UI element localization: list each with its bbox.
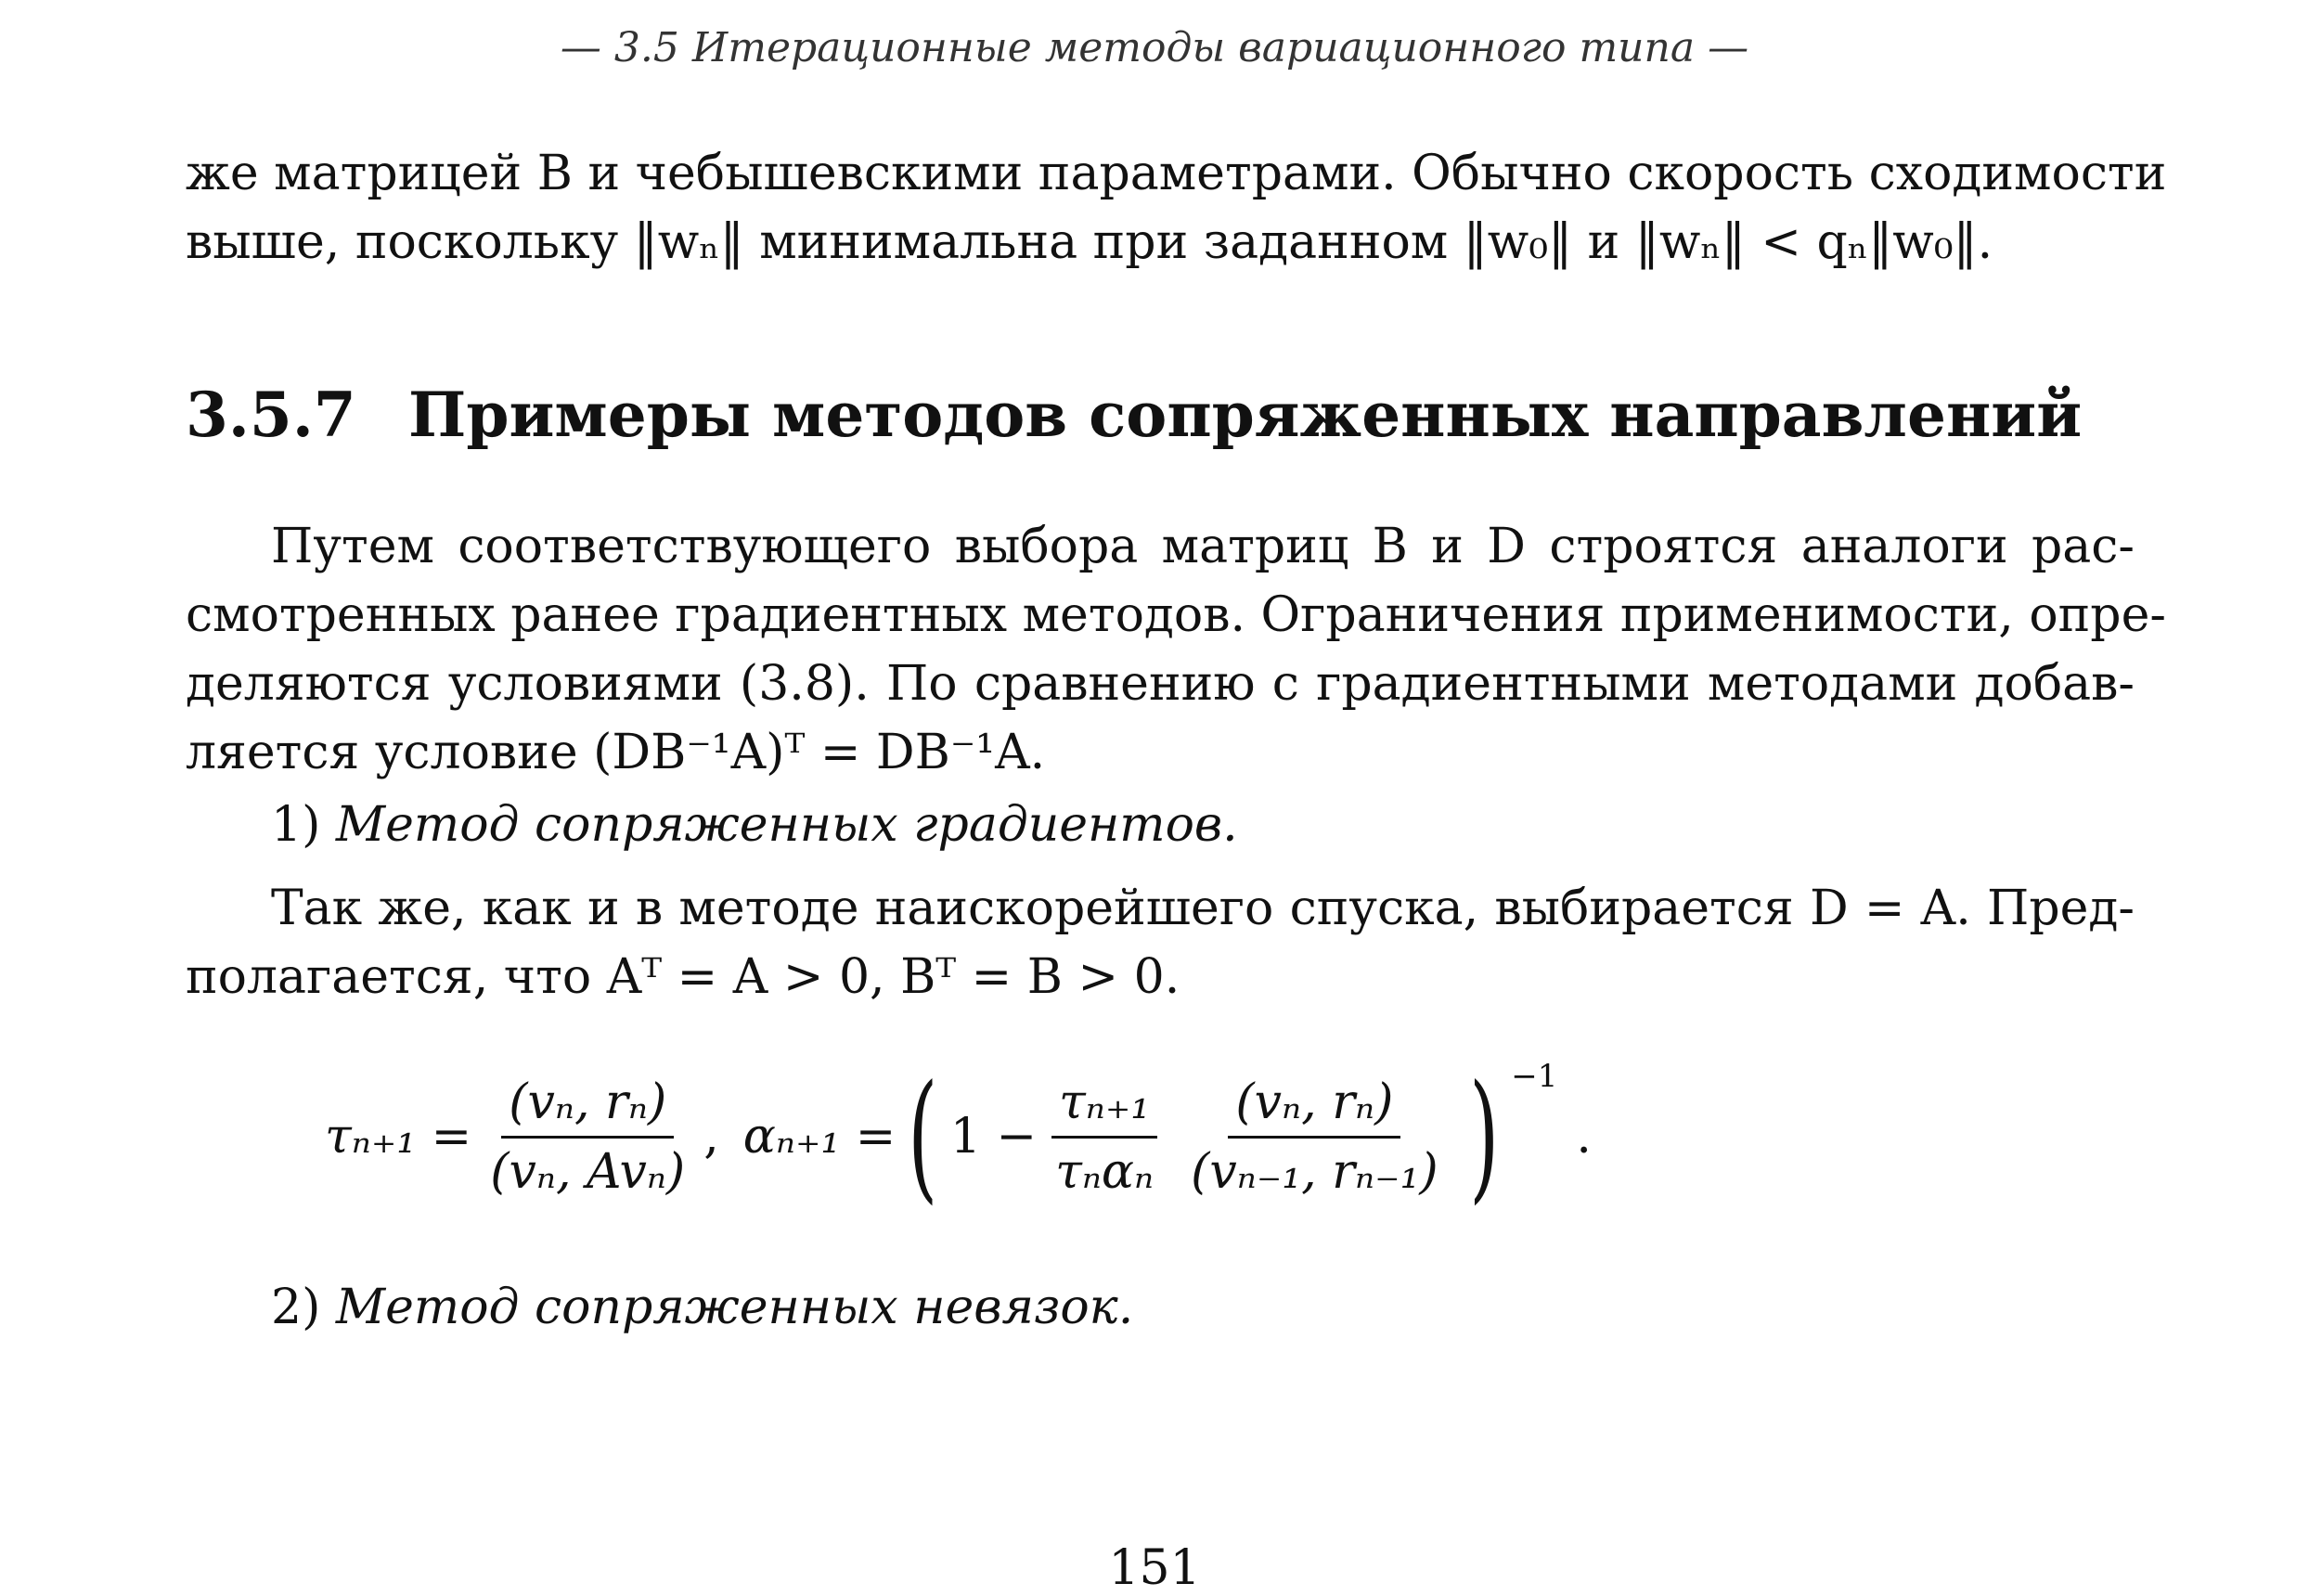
paragraph-intro-line-1: Путем соответствующего выбора матриц B и D строятся аналоги рас- xyxy=(271,519,2135,574)
display-formula xyxy=(325,1058,1592,1216)
section-heading xyxy=(186,379,2082,451)
paragraph-intro xyxy=(186,512,2166,787)
formula-one-minus: 1 − xyxy=(949,1109,1038,1165)
running-head: — 3.5 Итерационные методы вариационного типа — xyxy=(560,24,1749,71)
formula-residual-denominator: (vₙ₋₁, rₙ₋₁) xyxy=(1191,1143,1438,1200)
page-number: 151 xyxy=(1108,1540,1201,1596)
formula-period: . xyxy=(1576,1109,1592,1165)
paragraph-top xyxy=(186,139,2167,277)
formula-tau-numerator: (vₙ, rₙ) xyxy=(501,1075,674,1139)
formula-tau-denominator: (vₙ, Avₙ) xyxy=(490,1143,686,1200)
item-2-number: 2) xyxy=(271,1280,321,1335)
formula-tau-lhs: τₙ₊₁ = xyxy=(325,1109,472,1165)
paragraph-intro-line-4: ляется условие (DB⁻¹A)ᵀ = DB⁻¹A. xyxy=(186,725,1046,780)
paragraph-cg xyxy=(186,874,2135,1011)
formula-residual-fraction xyxy=(1183,1075,1446,1200)
item-1-number: 1) xyxy=(271,797,321,853)
formula-tau-ratio-denominator: τₙαₙ xyxy=(1055,1143,1154,1200)
paragraph-cg-line-1: Так же, как и в методе наискорейшего спуска, выбирается D = A. Пред- xyxy=(271,881,2135,936)
paragraph-intro-line-2: смотренных ранее градиентных методов. Ограничения применимости, опре- xyxy=(186,587,2166,643)
item-2-heading xyxy=(186,1273,2135,1342)
paragraph-intro-line-3: деляются условиями (3.8). По сравнению с градиентными методами добав- xyxy=(186,656,2135,712)
formula-exponent: −1 xyxy=(1511,1058,1558,1095)
item-1-heading xyxy=(186,791,2135,859)
section-number: 3.5.7 xyxy=(186,379,356,451)
formula-tau-ratio-numerator: τₙ₊₁ xyxy=(1051,1075,1157,1139)
formula-tau-ratio-fraction xyxy=(1048,1075,1161,1200)
formula-left-paren: ( xyxy=(908,1056,938,1217)
paragraph-top-line-2: выше, поскольку ‖wₙ‖ минимальна при заданном ‖w₀‖ и ‖wₙ‖ < qₙ‖w₀‖. xyxy=(186,214,1993,270)
formula-alpha-lhs: αₙ₊₁ = xyxy=(742,1109,897,1165)
paragraph-top-line-1: же матрицей B и чебышевскими параметрами. Обычно скорость сходимости xyxy=(186,146,2167,201)
formula-right-paren: ) xyxy=(1468,1056,1500,1217)
item-2-title: Метод сопряженных невязок. xyxy=(335,1280,1134,1335)
paragraph-cg-line-2: полагается, что Aᵀ = A > 0, Bᵀ = B > 0. xyxy=(186,949,1180,1005)
item-1-title: Метод сопряженных градиентов. xyxy=(335,797,1238,853)
section-title: Примеры методов сопряженных направлений xyxy=(408,379,2083,451)
formula-residual-numerator: (vₙ, rₙ) xyxy=(1228,1075,1400,1139)
formula-tau-fraction xyxy=(483,1075,692,1200)
formula-comma: , xyxy=(703,1109,719,1165)
